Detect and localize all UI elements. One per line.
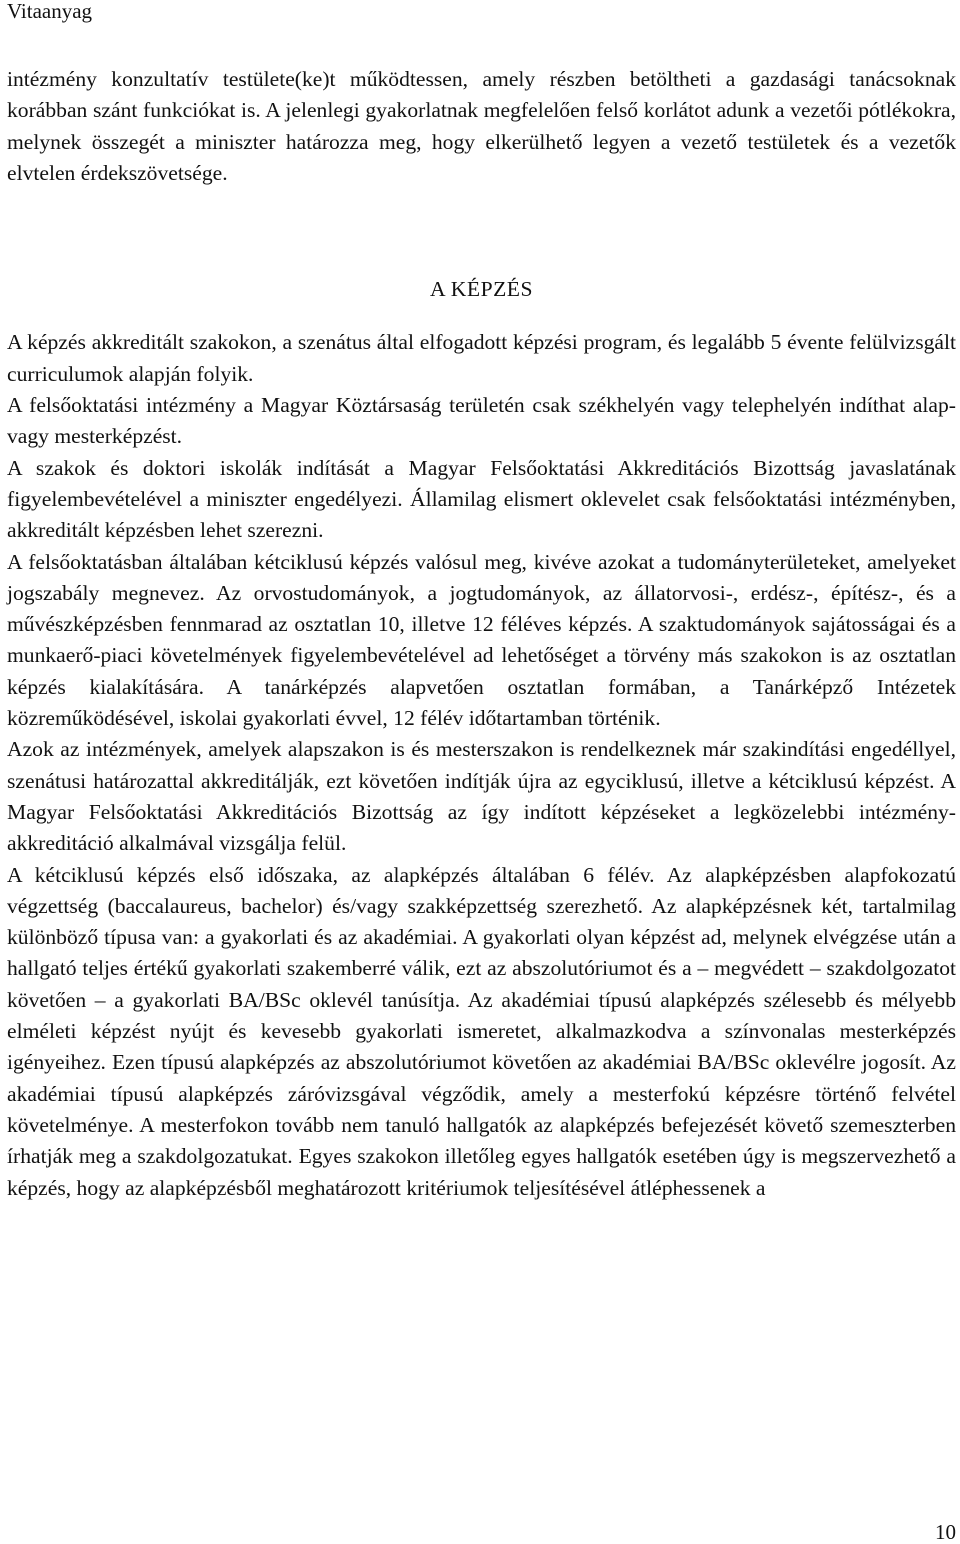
intro-paragraph: intézmény konzultatív testülete(ke)t működtessen, amely részben betöltheti a gazdasági tanácsoknak korábban szánt funkciókat is. A jelenlegi gyakorlatnak megfelelően felső korlátot adunk a vezetői pótlékokra, melynek összegét a miniszter határozza meg, hogy elkerülhető legyen a vezető testületek és a vezetők elvtelen érdekszövetsége. (7, 67, 956, 185)
paragraph-6: A kétciklusú képzés első időszaka, az alapképzés általában 6 félév. Az alapképzésben alapfokozatú végzettség (baccalaureus, bachelor) és/vagy szakképzettség szerezhető. Az alapképzésnek két, tartalmilag különböző típusa van: a gyakorlati és az akadémiai. A gyakorlati olyan képzést ad, melynek elvégzése után a hallgató teljes értékű gyakorlati szakemberré válik, ezt az abszolutóriumot és a – megvédett – szakdolgozatot követően – a gyakorlati BA/BSc oklevél tanúsítja. Az akadémiai típusú alapképzés szélesebb és mélyebb elméleti képzést nyújt és kevesebb gyakorlati ismeretet, alkalmazkodva a színvonalas mesterképzés igényeihez. Ezen típusú alapképzés az abszolutóriumot követően az akadémiai BA/BSc oklevélre jogosít. Az akadémiai típusú alapképzés záróvizsgával végződik, amely a mesterfokú képzésre történő felvétel követelménye. A mesterfokon tovább nem tanuló hallgatók az alapképzés befejezését követő szemeszterben írhatják meg a szakdolgozatukat. Egyes szakokon illetőleg egyes hallgatók esetében úgy is megszervezhető a képzés, hogy az alapképzésből meghatározott kritériumok teljesítésével átléphessenek a (7, 862, 956, 1200)
paragraph-2: A felsőoktatási intézmény a Magyar Köztársaság területén csak székhelyén vagy telephelyén indíthat alap- vagy mesterképzést. (7, 393, 956, 449)
paragraph-4: A felsőoktatásban általában kétciklusú képzés valósul meg, kivéve azokat a tudományterületeket, amelyeket jogszabály megnevez. Az orvostudományok, a jogtudományok, az állatorvosi-, erdész-, építész-, és a művészképzésben fennmarad az osztatlan 10, illetve 12 féléves képzés. A szaktudományok sajátosságai és a munkaerő-piaci követelmények figyelembevételével ad lehetőséget a törvény más szakokon is az osztatlan képzés kialakítására. A tanárképzés alapvetően osztatlan formában, a Tanárképző Intézetek közreműködésével, iskolai gyakorlati évvel, 12 félév időtartamban történik. (7, 549, 956, 731)
paragraph-1: A képzés akkreditált szakokon, a szenátus által elfogadott képzési program, és legalább 5 évente felülvizsgált curriculumok alapján folyik. (7, 330, 956, 386)
document-body (7, 64, 956, 1204)
section-title: A KÉPZÉS (430, 277, 533, 302)
paragraph-3: A szakok és doktori iskolák indítását a Magyar Felsőoktatási Akkreditációs Bizottság javaslatának figyelembevételével a miniszter engedélyezi. Államilag elismert oklevelet csak felsőoktatási intézményben, akkreditált képzésben lehet szerezni. (7, 455, 956, 543)
document-header: Vitaanyag (7, 0, 93, 23)
paragraph-5: Azok az intézmények, amelyek alapszakon is és mesterszakon is rendelkeznek már szakindítási engedéllyel, szenátusi határozattal akkreditálják, ezt követően indítják újra az egyciklusú, illetve a kétciklusú képzést. A Magyar Felsőoktatási Akkreditációs Bizottság az így indított képzéseket a legközelebbi intézmény-akkreditáció alkalmával vizsgálja felül. (7, 737, 956, 856)
page-number: 10 (935, 1520, 956, 1544)
